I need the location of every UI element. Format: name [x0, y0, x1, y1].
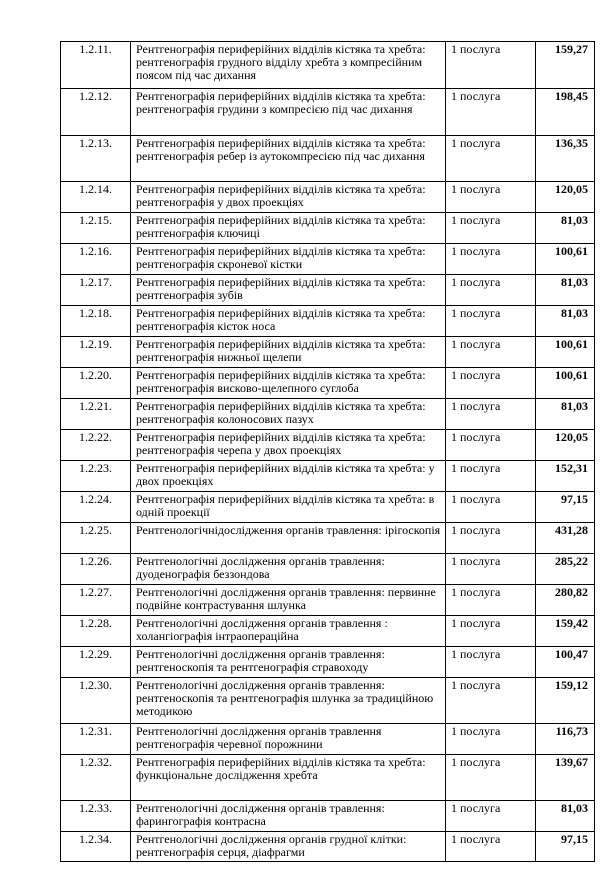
row-code: 1.2.15. [61, 213, 131, 244]
row-code: 1.2.17. [61, 275, 131, 306]
row-price: 159,27 [536, 42, 595, 89]
row-price: 280,82 [536, 585, 595, 616]
row-price: 81,03 [536, 399, 595, 430]
table-row [61, 182, 595, 213]
row-service-name: Рентгенологічні дослідження органів травлення: рентгеноскопія та рентгенографія шлунка за традиційною методикою [131, 678, 446, 724]
table-row [61, 647, 595, 678]
row-unit: 1 послуга [446, 213, 536, 244]
table-row [61, 136, 595, 182]
table-row [61, 368, 595, 399]
row-service-name: Рентгенографія периферійних відділів кістяка та хребта: в одній проекції [131, 492, 446, 523]
row-code: 1.2.16. [61, 244, 131, 275]
price-table [60, 41, 595, 862]
row-unit: 1 послуга [446, 647, 536, 678]
row-price: 100,61 [536, 244, 595, 275]
row-unit: 1 послуга [446, 585, 536, 616]
table-row [61, 678, 595, 724]
row-code: 1.2.21. [61, 399, 131, 430]
row-price: 81,03 [536, 306, 595, 337]
row-service-name: Рентгенографія периферійних відділів кістяка та хребта: рентгенографія ключиці [131, 213, 446, 244]
row-unit: 1 послуга [446, 244, 536, 275]
row-service-name: Рентгенографія периферійних відділів кістяка та хребта: рентгенографія скроневої кістки [131, 244, 446, 275]
row-unit: 1 послуга [446, 399, 536, 430]
row-unit: 1 послуга [446, 42, 536, 89]
row-unit: 1 послуга [446, 89, 536, 136]
row-price: 81,03 [536, 801, 595, 832]
row-service-name: Рентгенографія периферійних відділів кістяка та хребта: рентгенографія кісток носа [131, 306, 446, 337]
row-price: 431,28 [536, 523, 595, 554]
row-code: 1.2.30. [61, 678, 131, 724]
table-row [61, 724, 595, 755]
row-unit: 1 послуга [446, 554, 536, 585]
row-code: 1.2.33. [61, 801, 131, 832]
row-service-name: Рентгенологічні дослідження органів травлення: первинне подвійне контрастування шлунка [131, 585, 446, 616]
row-code: 1.2.31. [61, 724, 131, 755]
table-row [61, 275, 595, 306]
row-price: 97,15 [536, 492, 595, 523]
row-code: 1.2.27. [61, 585, 131, 616]
row-unit: 1 послуга [446, 368, 536, 399]
row-service-name: Рентгенографія периферійних відділів кістяка та хребта: функціональне дослідження хребта [131, 755, 446, 801]
row-code: 1.2.26. [61, 554, 131, 585]
table-row [61, 616, 595, 647]
row-unit: 1 послуга [446, 275, 536, 306]
table-row [61, 213, 595, 244]
row-code: 1.2.23. [61, 461, 131, 492]
row-unit: 1 послуга [446, 430, 536, 461]
row-service-name: Рентгенографія периферійних відділів кістяка та хребта: рентгенографія грудного відділу хребта з компресійним поясом під час дихання [131, 42, 446, 89]
row-code: 1.2.25. [61, 523, 131, 554]
row-service-name: Рентгенографія периферійних відділів кістяка та хребта: у двох проекціях [131, 461, 446, 492]
row-code: 1.2.13. [61, 136, 131, 182]
price-table-body [61, 42, 595, 862]
row-unit: 1 послуга [446, 461, 536, 492]
row-code: 1.2.18. [61, 306, 131, 337]
row-service-name: Рентгенографія периферійних відділів кістяка та хребта: рентгенографія нижньої щелепи [131, 337, 446, 368]
row-price: 81,03 [536, 275, 595, 306]
table-row [61, 306, 595, 337]
row-service-name: Рентгенографія периферійних відділів кістяка та хребта: рентгенографія зубів [131, 275, 446, 306]
table-row [61, 89, 595, 136]
row-service-name: Рентгенологічні дослідження органів грудної клітки: рентгенографія серця, діафрагми [131, 832, 446, 862]
row-price: 116,73 [536, 724, 595, 755]
row-unit: 1 послуга [446, 523, 536, 554]
row-unit: 1 послуга [446, 724, 536, 755]
row-price: 81,03 [536, 213, 595, 244]
row-price: 97,15 [536, 832, 595, 862]
row-price: 100,61 [536, 368, 595, 399]
table-row [61, 755, 595, 801]
table-row [61, 244, 595, 275]
row-unit: 1 послуга [446, 136, 536, 182]
table-row [61, 492, 595, 523]
row-service-name: Рентгенологічні дослідження органів травлення рентгенографія черевної порожнини [131, 724, 446, 755]
table-row [61, 461, 595, 492]
row-service-name: Рентгенографія периферійних відділів кістяка та хребта: рентгенографія колоносових пазух [131, 399, 446, 430]
row-code: 1.2.29. [61, 647, 131, 678]
row-price: 159,42 [536, 616, 595, 647]
row-price: 100,47 [536, 647, 595, 678]
row-code: 1.2.14. [61, 182, 131, 213]
table-row [61, 554, 595, 585]
row-code: 1.2.20. [61, 368, 131, 399]
row-code: 1.2.32. [61, 755, 131, 801]
row-service-name: Рентгенологічні дослідження органів травлення: рентгеноскопія та рентгенографія стравоходу [131, 647, 446, 678]
row-service-name: Рентгенологічні дослідження органів травлення: фарингографія контрасна [131, 801, 446, 832]
row-service-name: Рентгенографія периферійних відділів кістяка та хребта: рентгенографія грудини з компресією під час дихання [131, 89, 446, 136]
row-code: 1.2.28. [61, 616, 131, 647]
row-unit: 1 послуга [446, 678, 536, 724]
row-price: 139,67 [536, 755, 595, 801]
row-unit: 1 послуга [446, 801, 536, 832]
row-code: 1.2.12. [61, 89, 131, 136]
row-code: 1.2.19. [61, 337, 131, 368]
row-service-name: Рентгенологічні дослідження органів травлення: дуоденографія беззондова [131, 554, 446, 585]
table-row [61, 430, 595, 461]
row-unit: 1 послуга [446, 492, 536, 523]
row-service-name: Рентгенографія периферійних відділів кістяка та хребта: рентгенографія черепа у двох проекціях [131, 430, 446, 461]
row-price: 285,22 [536, 554, 595, 585]
row-price: 136,35 [536, 136, 595, 182]
table-row [61, 337, 595, 368]
row-code: 1.2.24. [61, 492, 131, 523]
row-unit: 1 послуга [446, 832, 536, 862]
row-unit: 1 послуга [446, 755, 536, 801]
row-price: 152,31 [536, 461, 595, 492]
row-service-name: Рентгенографія периферійних відділів кістяка та хребта: рентгенографія ребер із аутокомпресією під час дихання [131, 136, 446, 182]
row-price: 120,05 [536, 430, 595, 461]
row-service-name: Рентгенографія периферійних відділів кістяка та хребта: рентгенографія у двох проекціях [131, 182, 446, 213]
row-unit: 1 послуга [446, 616, 536, 647]
table-row [61, 801, 595, 832]
row-price: 159,12 [536, 678, 595, 724]
row-service-name: Рентгенологічнідослідження органів травлення: ірігоскопія [131, 523, 446, 554]
table-row [61, 585, 595, 616]
row-code: 1.2.11. [61, 42, 131, 89]
table-row [61, 399, 595, 430]
row-unit: 1 послуга [446, 337, 536, 368]
row-service-name: Рентгенографія периферійних відділів кістяка та хребта: рентгенографія висково-щелепного суглоба [131, 368, 446, 399]
row-unit: 1 послуга [446, 306, 536, 337]
row-code: 1.2.22. [61, 430, 131, 461]
row-unit: 1 послуга [446, 182, 536, 213]
table-row [61, 523, 595, 554]
table-row [61, 42, 595, 89]
row-price: 100,61 [536, 337, 595, 368]
price-list-page [60, 41, 595, 862]
row-service-name: Рентгенологічні дослідження органів травлення : холангіографія інтраопераційна [131, 616, 446, 647]
table-row [61, 832, 595, 862]
row-price: 120,05 [536, 182, 595, 213]
row-price: 198,45 [536, 89, 595, 136]
row-code: 1.2.34. [61, 832, 131, 862]
